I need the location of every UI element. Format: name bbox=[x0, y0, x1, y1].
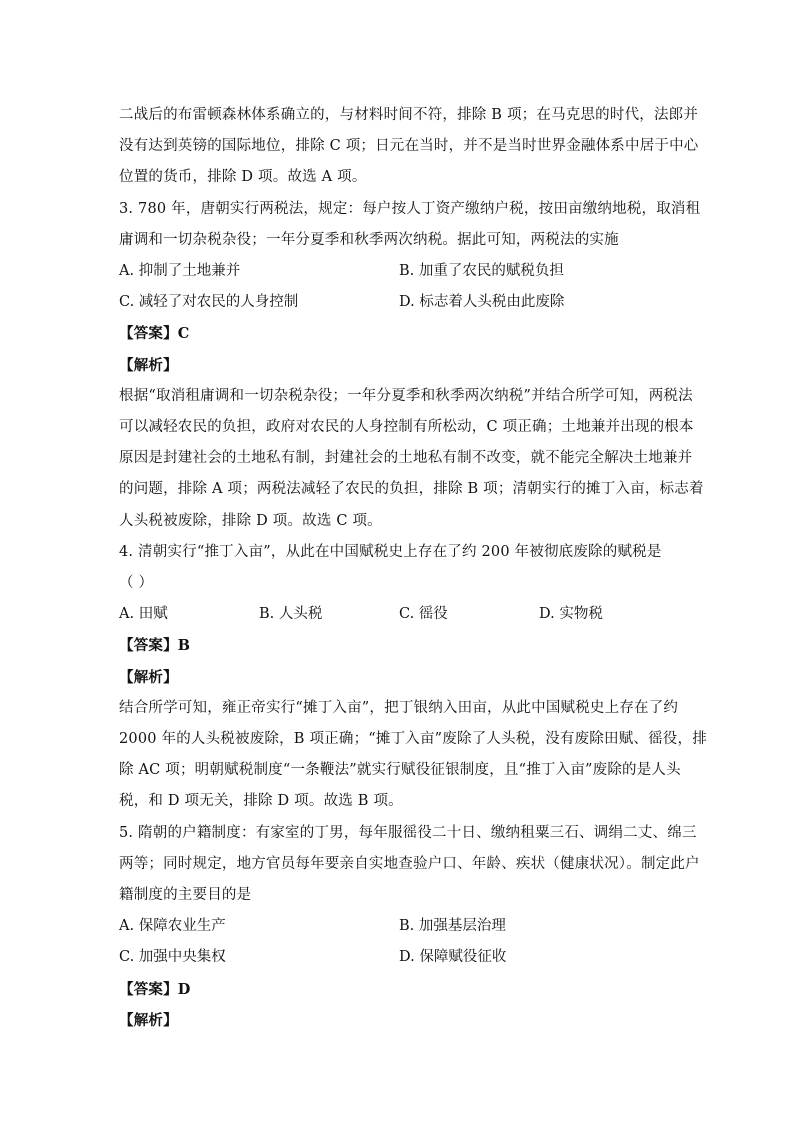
answer-label: 【答案】D bbox=[119, 980, 191, 998]
analysis-line: 税，和 D 项无关，排除 D 项。故选 B 项。 bbox=[119, 793, 403, 810]
text-line: 位置的货币，排除 D 项。故选 A 项。 bbox=[119, 169, 367, 186]
page-content bbox=[119, 100, 707, 1036]
intro-paragraph bbox=[119, 100, 699, 194]
option-c: C. 徭役 bbox=[399, 606, 448, 623]
question-stem-line: 5. 隋朝的户籍制度：有家室的丁男，每年服徭役二十日、缴纳租粟三石、调绢二丈、绵三 bbox=[119, 824, 697, 841]
option-d: D. 实物税 bbox=[539, 606, 603, 623]
option-a: A. 田赋 bbox=[119, 606, 168, 623]
option-c: C. 加强中央集权 bbox=[119, 949, 226, 966]
text-line: 二战后的布雷顿森林体系确立的，与材料时间不符，排除 B 项；在马克思的时代，法郎并 bbox=[119, 107, 699, 123]
question-5 bbox=[119, 818, 700, 1036]
analysis-line: 人头税被废除，排除 D 项。故选 C 项。 bbox=[119, 512, 382, 529]
option-b: B. 人头税 bbox=[259, 606, 323, 623]
analysis-line: 可以减轻农民的负担，政府对农民的人身控制有所松动，C 项正确；土地兼并出现的根本 bbox=[119, 419, 694, 436]
answer-label: 【答案】B bbox=[119, 637, 191, 655]
question-3 bbox=[119, 194, 704, 537]
option-d: D. 标志着人头税由此废除 bbox=[399, 294, 565, 311]
option-a: A. 抑制了土地兼并 bbox=[119, 263, 241, 280]
option-c: C. 减轻了对农民的人身控制 bbox=[119, 294, 299, 311]
options-row bbox=[119, 911, 679, 942]
options-row bbox=[119, 599, 679, 630]
analysis-line: 原因是封建社会的土地私有制，封建社会的土地私有制不改变，就不能完全解决土地兼并 bbox=[119, 450, 693, 467]
question-4 bbox=[119, 537, 707, 818]
question-stem-line: （ ） bbox=[119, 575, 154, 592]
analysis-line: 的问题，排除 A 项；两税法减轻了农民的负担，排除 B 项；清朝实行的摊丁入亩，标志着 bbox=[119, 481, 704, 498]
question-stem-line: 3. 780 年，唐朝实行两税法，规定：每户按人丁资产缴纳户税，按田亩缴纳地税，取消租 bbox=[119, 200, 701, 217]
question-stem-line: 两等；同时规定，地方官员每年要亲自实地查验户口、年龄、疾状（健康状况）。制定此户 bbox=[119, 855, 700, 872]
analysis-label: 【解析】 bbox=[119, 356, 178, 374]
question-stem-line: 籍制度的主要目的是 bbox=[119, 887, 252, 904]
answer-label: 【答案】C bbox=[119, 325, 190, 343]
option-b: B. 加重了农民的赋税负担 bbox=[399, 263, 564, 280]
options-row bbox=[119, 256, 679, 287]
options-row bbox=[119, 942, 679, 973]
text-line: 没有达到英镑的国际地位，排除 C 项；日元在当时，并不是当时世界金融体系中居于中心 bbox=[119, 138, 699, 155]
question-stem-line: 庸调和一切杂税杂役；一年分夏季和秋季两次纳税。据此可知，两税法的实施 bbox=[119, 231, 619, 248]
analysis-line: 2000 年的人头税被废除，B 项正确；“摊丁入亩”废除了人头税，没有废除田赋、徭役，排 bbox=[119, 731, 707, 748]
options-row bbox=[119, 287, 679, 318]
analysis-line: 根据“取消租庸调和一切杂税杂役；一年分夏季和秋季两次纳税”并结合所学可知，两税法 bbox=[119, 387, 693, 404]
analysis-line: 结合所学可知，雍正帝实行“摊丁入亩”，把丁银纳入田亩，从此中国赋税史上存在了约 bbox=[119, 699, 679, 716]
option-d: D. 保障赋役征收 bbox=[399, 949, 507, 966]
option-a: A. 保障农业生产 bbox=[119, 918, 226, 935]
question-stem-line: 4. 清朝实行“推丁入亩”，从此在中国赋税史上存在了约 200 年被彻底废除的赋税是 bbox=[119, 543, 662, 560]
analysis-label: 【解析】 bbox=[119, 668, 178, 686]
analysis-line: 除 AC 项；明朝赋税制度“一条鞭法”就实行赋役征银制度，且“推丁入亩”废除的是人头 bbox=[119, 762, 681, 779]
option-b: B. 加强基层治理 bbox=[399, 918, 506, 935]
analysis-label: 【解析】 bbox=[119, 1011, 178, 1029]
